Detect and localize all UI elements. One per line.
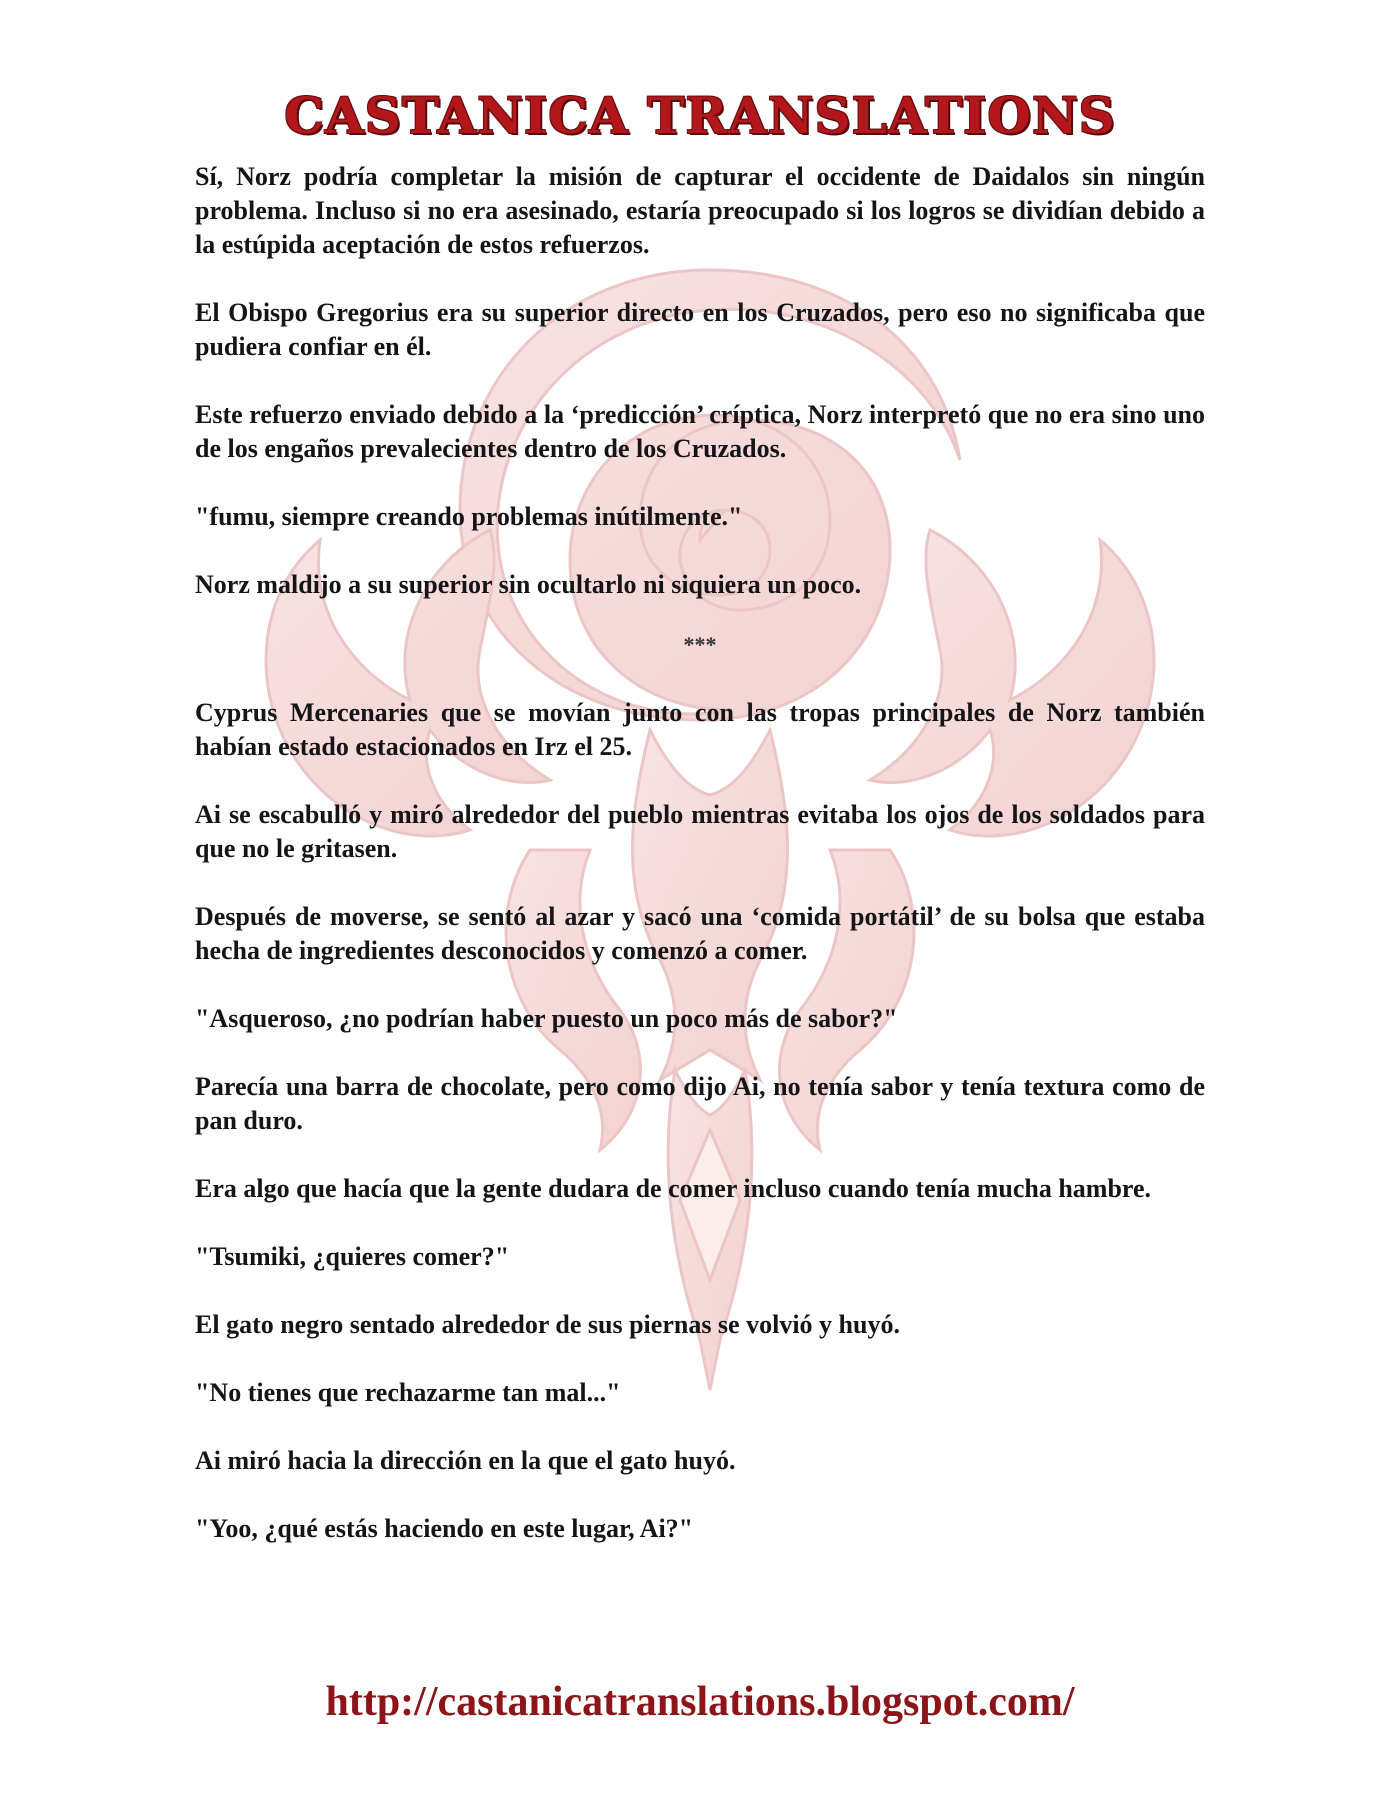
document-body	[195, 160, 1205, 1580]
header	[0, 86, 1400, 145]
paragraph: "Yoo, ¿qué estás haciendo en este lugar, Ai?"	[195, 1514, 694, 1543]
paragraph: Norz maldijo a su superior sin ocultarlo ni siquiera un poco.	[195, 570, 862, 599]
paragraph: Era algo que hacía que la gente dudara de comer incluso cuando tenía mucha hambre.	[195, 1174, 1152, 1203]
blog-url-link[interactable]: http://castanicatranslations.blogspot.com/	[325, 1679, 1075, 1725]
paragraph: Parecía una barra de chocolate, pero como dijo Ai, no tenía sabor y tenía textura como de pan duro.	[195, 1072, 1205, 1135]
site-title: CASTANICA TRANSLATIONS	[284, 86, 1116, 145]
paragraph: Ai miró hacia la dirección en la que el gato huyó.	[195, 1446, 736, 1475]
paragraph: Después de moverse, se sentó al azar y sacó una ‘comida portátil’ de su bolsa que estaba hecha de ingredientes desconocidos y comenzó a comer.	[195, 902, 1205, 965]
paragraph: "Asqueroso, ¿no podrían haber puesto un poco más de sabor?"	[195, 1004, 898, 1033]
paragraph: El Obispo Gregorius era su superior directo en los Cruzados, pero eso no significaba que pudiera confiar en él.	[195, 298, 1205, 361]
paragraph: Ai se escabulló y miró alrededor del pueblo mientras evitaba los ojos de los soldados para que no le gritasen.	[195, 800, 1205, 863]
paragraph: Cyprus Mercenaries que se movían junto con las tropas principales de Norz también habían estado estacionados en Irz el 25.	[195, 698, 1205, 761]
paragraph: El gato negro sentado alrededor de sus piernas se volvió y huyó.	[195, 1310, 900, 1339]
paragraph: Sí, Norz podría completar la misión de capturar el occidente de Daidalos sin ningún problema. Incluso si no era asesinado, estaría preocupado si los logros se dividían debido a la estúpida aceptación de estos refuerzos.	[195, 162, 1205, 259]
paragraph: "fumu, siempre creando problemas inútilmente."	[195, 502, 743, 531]
footer	[0, 1678, 1400, 1726]
paragraph: Este refuerzo enviado debido a la ‘predicción’ críptica, Norz interpretó que no era sino uno de los engaños prevalecientes dentro de los Cruzados.	[195, 400, 1205, 463]
scene-separator: ***	[683, 632, 717, 657]
paragraph: "No tienes que rechazarme tan mal..."	[195, 1378, 621, 1407]
paragraph: "Tsumiki, ¿quieres comer?"	[195, 1242, 510, 1271]
